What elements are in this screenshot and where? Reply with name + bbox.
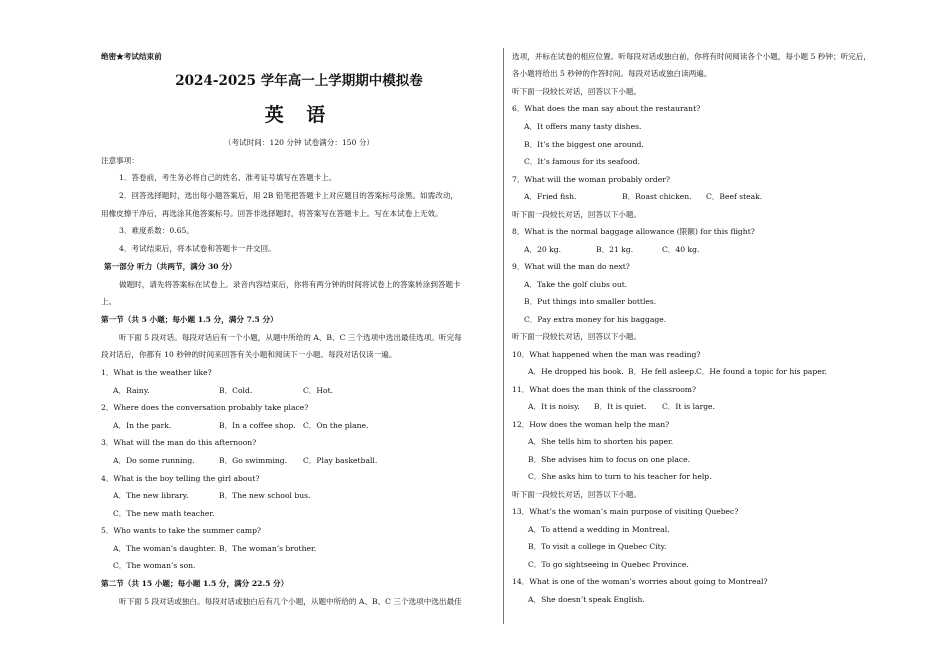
instruction-2: 听下面一段较长对话，回答以下小题。 — [512, 210, 642, 219]
note-4: 4．考试结束后，将本试卷和答题卡一并交回。 — [119, 244, 276, 253]
note-2a: 2．回答选择题时，选出每小题答案后，用 2B 铅笔把答题卡上对应题目的答案标号涂黑。如需改动， — [119, 191, 459, 200]
part1-intro-a: 做题时，请先将答案标在试卷上。录音内容结束后，你将有两分钟的时间将试卷上的答案转涂到答题卡 — [119, 280, 461, 289]
q12-option-b: B．She advises him to focus on one place. — [528, 455, 691, 464]
instruction-3: 听下面一段较长对话，回答以下小题。 — [512, 332, 642, 341]
question-9: 9．What will the man do next? — [512, 262, 630, 271]
q14-option-a: A．She doesn’t speak English. — [528, 595, 645, 604]
section1-heading: 第一节（共 5 小题；每小题 1.5 分，满分 7.5 分） — [101, 315, 278, 324]
q10-option-c: C．He found a topic for his paper. — [696, 367, 827, 376]
note-3: 3．难度系数：0.65。 — [119, 226, 194, 235]
instruction-4: 听下面一段较长对话，回答以下小题。 — [512, 490, 642, 499]
q11-option-c: C．It is large. — [662, 402, 715, 411]
part1-intro-b: 上。 — [101, 297, 117, 306]
question-5: 5．Who wants to take the summer camp? — [101, 526, 262, 535]
q9-option-c: C．Pay extra money for his baggage. — [524, 315, 667, 324]
note-1: 1．答卷前，考生务必将自己的姓名、准考证号填写在答题卡上。 — [119, 173, 337, 182]
instruction-1: 听下面一段较长对话，回答以下小题。 — [512, 87, 642, 96]
question-11: 11．What does the man think of the classroom? — [512, 385, 697, 394]
question-14: 14．What is one of the woman’s worries about going to Montreal? — [512, 577, 768, 586]
q4-option-c: C．The new math teacher. — [113, 509, 215, 518]
part1-heading: 第一部分 听力（共两节，满分 30 分） — [104, 262, 237, 271]
q7-option-a: A．Fried fish. — [524, 192, 577, 201]
q11-option-a: A．It is noisy. — [528, 402, 580, 411]
q2-option-a: A．In the park. — [113, 421, 172, 430]
section1-intro-b: 段对话后，你都有 10 秒钟的时间来回答有关小题和阅读下一小题。每段对话仅读一遍。 — [101, 350, 397, 359]
exam-title: 2024-2025 学年高一上学期期中模拟卷 — [175, 73, 423, 89]
q4-option-a: A．The new library. — [113, 491, 189, 500]
q2-option-c: C．On the plane. — [303, 421, 369, 430]
question-12: 12．How does the woman help the man? — [512, 420, 670, 429]
q5-option-c: C．The woman’s son. — [113, 561, 196, 570]
section2-intro-a: 听下面 5 段对话或独白。每段对话或独白后有几个小题，从题中所给的 A、B、C 三个选项中选出最佳 — [119, 597, 462, 606]
question-13: 13．What’s the woman’s main purpose of visiting Quebec? — [512, 507, 739, 516]
q4-option-b: B．The new school bus. — [219, 491, 311, 500]
notes-heading: 注意事项： — [101, 156, 139, 165]
section2-heading: 第二节（共 15 小题；每小题 1.5 分，满分 22.5 分） — [101, 579, 289, 588]
q12-option-c: C．She asks him to turn to his teacher for help. — [528, 472, 712, 481]
q11-option-b: B．It is quiet. — [594, 402, 647, 411]
section2-intro-b: 选项，并标在试卷的相应位置。听每段对话或独白前，你将有时间阅读各个小题，每小题 5 秒钟；听完后， — [512, 52, 871, 61]
q3-option-c: C．Play basketball. — [303, 456, 378, 465]
q2-option-b: B．In a coffee shop. — [219, 421, 296, 430]
q10-option-b: B．He fell asleep. — [628, 367, 697, 376]
subject-title: 英 语 — [264, 104, 334, 126]
q12-option-a: A．She tells him to shorten his paper. — [528, 437, 674, 446]
q3-option-a: A．Do some running. — [113, 456, 195, 465]
question-4: 4．What is the boy telling the girl about? — [101, 474, 260, 483]
q8-option-a: A．20 kg. — [524, 245, 562, 254]
q10-option-a: A．He dropped his book. — [528, 367, 624, 376]
note-2b: 用橡皮擦干净后，再选涂其他答案标号。回答非选择题时，将答案写在答题卡上。写在本试卷上无效。 — [101, 209, 443, 218]
question-2: 2．Where does the conversation probably take place? — [101, 403, 309, 412]
q9-option-a: A．Take the golf clubs out. — [524, 280, 628, 289]
question-6: 6．What does the man say about the restaurant? — [512, 104, 701, 113]
section1-intro-a: 听下面 5 段对话。每段对话后有一个小题，从题中所给的 A、B、C 三个选项中选出最佳选项。听完每 — [119, 333, 462, 342]
question-3: 3．What will the man do this afternoon? — [101, 438, 257, 447]
q5-option-b: B．The woman’s brother. — [219, 544, 317, 553]
q13-option-b: B．To visit a college in Quebec City. — [528, 542, 667, 551]
q7-option-b: B．Roast chicken. — [622, 192, 692, 201]
q3-option-b: B．Go swimming. — [219, 456, 288, 465]
section2-intro-c: 各小题将给出 5 秒钟的作答时间。每段对话或独白读两遍。 — [512, 69, 712, 78]
question-8: 8．What is the normal baggage allowance (限额) for this flight? — [512, 227, 755, 236]
q1-option-c: C．Hot. — [303, 386, 334, 395]
q6-option-c: C．It’s famous for its seafood. — [524, 157, 640, 166]
q6-option-a: A．It offers many tasty dishes. — [524, 122, 642, 131]
q13-option-c: C．To go sightseeing in Quebec Province. — [528, 560, 689, 569]
q7-option-c: C．Beef steak. — [706, 192, 763, 201]
q8-option-c: C．40 kg. — [662, 245, 700, 254]
q6-option-b: B．It’s the biggest one around. — [524, 140, 644, 149]
q8-option-b: B．21 kg. — [596, 245, 634, 254]
question-10: 10．What happened when the man was reading? — [512, 350, 701, 359]
question-7: 7．What will the woman probably order? — [512, 175, 670, 184]
q13-option-a: A．To attend a wedding in Montreal. — [528, 525, 670, 534]
column-divider — [503, 48, 504, 624]
secret-label: 绝密★考试结束前 — [101, 52, 162, 61]
q5-option-a: A．The woman’s daughter. — [113, 544, 217, 553]
question-1: 1．What is the weather like? — [101, 368, 212, 377]
q1-option-b: B．Cold. — [219, 386, 253, 395]
q9-option-b: B．Put things into smaller bottles. — [524, 297, 657, 306]
exam-info: （考试时间：120 分钟 试卷满分：150 分） — [223, 138, 375, 147]
q1-option-a: A．Rainy. — [113, 386, 150, 395]
